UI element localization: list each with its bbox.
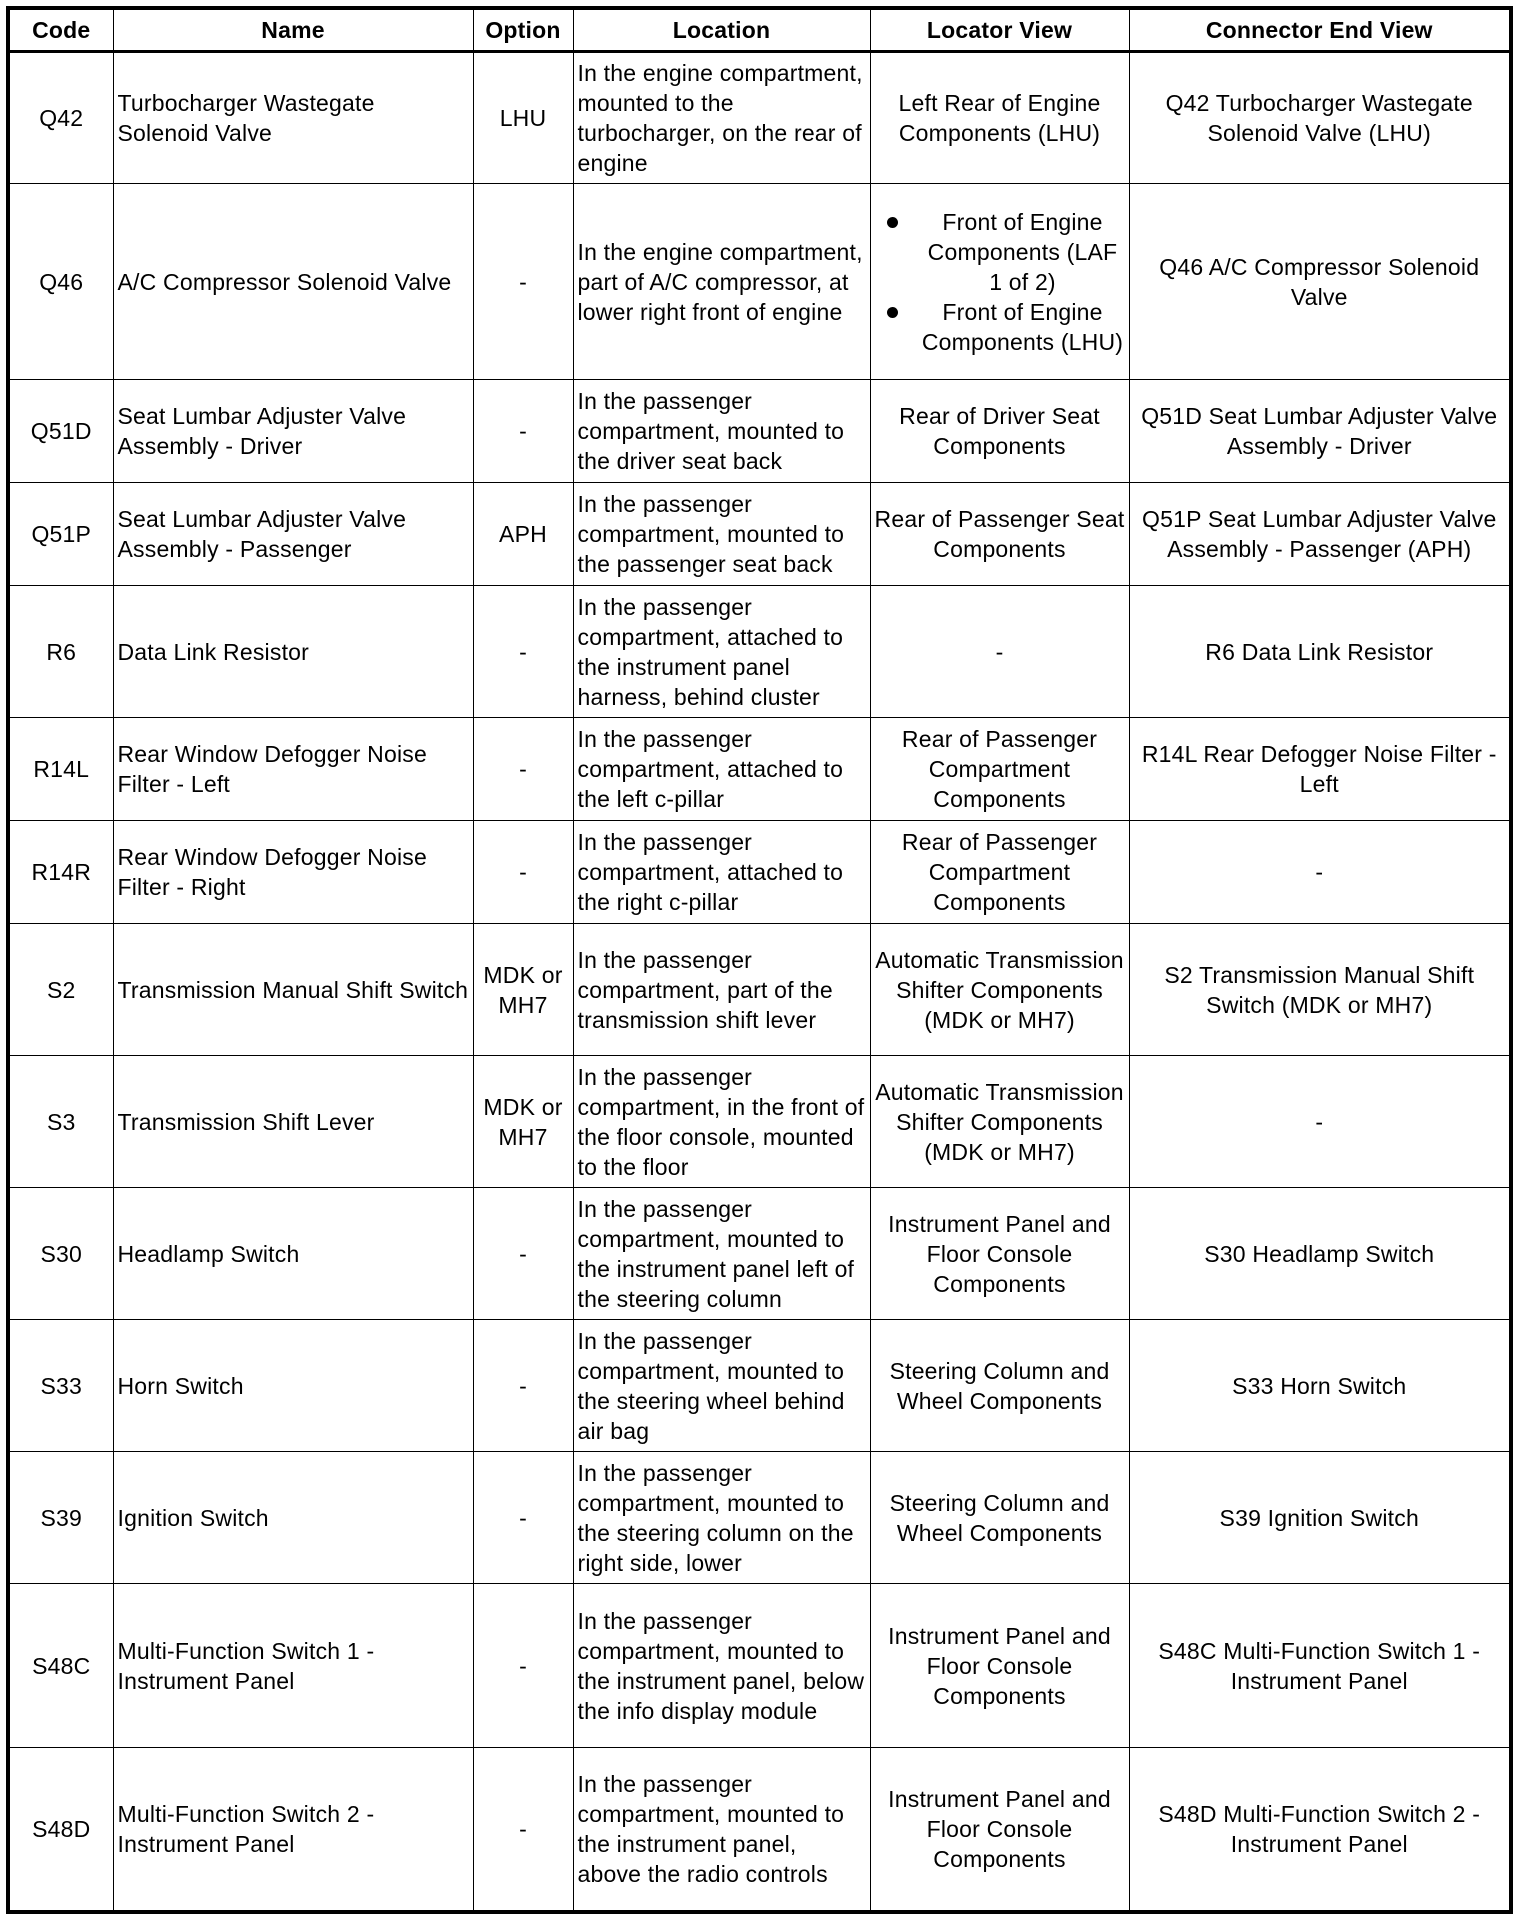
cell-locator-view: Automatic Transmission Shifter Components (MDK or MH7) [870, 1056, 1129, 1188]
cell-option: - [473, 184, 573, 380]
cell-connector-end-view: - [1129, 821, 1511, 924]
table-row [8, 1188, 1511, 1320]
cell-option: - [473, 1748, 573, 1912]
table-row [8, 184, 1511, 380]
cell-connector-end-view: Q51D Seat Lumbar Adjuster Valve Assembly - Driver [1129, 380, 1511, 483]
cell-name: Multi-Function Switch 1 - Instrument Panel [113, 1584, 473, 1748]
cell-name: Rear Window Defogger Noise Filter - Left [113, 718, 473, 821]
cell-name: Horn Switch [113, 1320, 473, 1452]
cell-code: R6 [8, 586, 113, 718]
cell-locator-view: Left Rear of Engine Components (LHU) [870, 52, 1129, 184]
cell-code: S30 [8, 1188, 113, 1320]
cell-connector-end-view: Q51P Seat Lumbar Adjuster Valve Assembly - Passenger (APH) [1129, 483, 1511, 586]
cell-connector-end-view: S33 Horn Switch [1129, 1320, 1511, 1452]
cell-locator-view [870, 184, 1129, 380]
cell-locator-view: Rear of Passenger Seat Components [870, 483, 1129, 586]
cell-name: A/C Compressor Solenoid Valve [113, 184, 473, 380]
cell-code: S48C [8, 1584, 113, 1748]
locator-list-item: Front of Engine Components (LHU) [921, 298, 1124, 355]
table-row [8, 1748, 1511, 1912]
cell-location: In the passenger compartment, mounted to the instrument panel, below the info display module [573, 1584, 870, 1748]
cell-location: In the engine compartment, part of A/C compressor, at lower right front of engine [573, 184, 870, 380]
header-locator-view: Locator View [870, 8, 1129, 52]
cell-name: Rear Window Defogger Noise Filter - Right [113, 821, 473, 924]
cell-connector-end-view: S30 Headlamp Switch [1129, 1188, 1511, 1320]
cell-locator-view: Rear of Driver Seat Components [870, 380, 1129, 483]
cell-option: - [473, 380, 573, 483]
cell-name: Seat Lumbar Adjuster Valve Assembly - Passenger [113, 483, 473, 586]
header-name: Name [113, 8, 473, 52]
table-row [8, 718, 1511, 821]
cell-locator-view: Rear of Passenger Compartment Components [870, 821, 1129, 924]
cell-code: R14L [8, 718, 113, 821]
cell-code: S3 [8, 1056, 113, 1188]
table-row [8, 1584, 1511, 1748]
cell-option: - [473, 1452, 573, 1584]
cell-location: In the passenger compartment, mounted to the steering wheel behind air bag [573, 1320, 870, 1452]
cell-connector-end-view: Q42 Turbocharger Wastegate Solenoid Valve (LHU) [1129, 52, 1511, 184]
cell-option: MDK or MH7 [473, 924, 573, 1056]
cell-location: In the passenger compartment, in the front of the floor console, mounted to the floor [573, 1056, 870, 1188]
cell-connector-end-view: R14L Rear Defogger Noise Filter - Left [1129, 718, 1511, 821]
cell-locator-view: Instrument Panel and Floor Console Components [870, 1188, 1129, 1320]
cell-option: - [473, 1188, 573, 1320]
header-option: Option [473, 8, 573, 52]
cell-locator-view: Automatic Transmission Shifter Components (MDK or MH7) [870, 924, 1129, 1056]
cell-name: Headlamp Switch [113, 1188, 473, 1320]
table-row [8, 1452, 1511, 1584]
cell-connector-end-view: S2 Transmission Manual Shift Switch (MDK or MH7) [1129, 924, 1511, 1056]
cell-location: In the passenger compartment, mounted to the steering column on the right side, lower [573, 1452, 870, 1584]
cell-code: S2 [8, 924, 113, 1056]
table-row [8, 924, 1511, 1056]
table-row [8, 380, 1511, 483]
cell-name: Transmission Manual Shift Switch [113, 924, 473, 1056]
cell-name: Seat Lumbar Adjuster Valve Assembly - Driver [113, 380, 473, 483]
cell-name: Ignition Switch [113, 1452, 473, 1584]
table-row [8, 1320, 1511, 1452]
cell-name: Data Link Resistor [113, 586, 473, 718]
cell-locator-view: Steering Column and Wheel Components [870, 1320, 1129, 1452]
cell-location: In the passenger compartment, mounted to the instrument panel left of the steering column [573, 1188, 870, 1320]
table-row [8, 586, 1511, 718]
cell-option: - [473, 1584, 573, 1748]
cell-option: - [473, 1320, 573, 1452]
cell-location: In the engine compartment, mounted to the turbocharger, on the rear of engine [573, 52, 870, 184]
table-row [8, 1056, 1511, 1188]
cell-locator-view: Steering Column and Wheel Components [870, 1452, 1129, 1584]
cell-location: In the passenger compartment, mounted to the instrument panel, above the radio controls [573, 1748, 870, 1912]
cell-location: In the passenger compartment, attached to the right c-pillar [573, 821, 870, 924]
component-locator-table [6, 6, 1513, 1914]
table-row [8, 821, 1511, 924]
locator-list [875, 207, 1125, 357]
cell-connector-end-view: S48C Multi-Function Switch 1 - Instrument Panel [1129, 1584, 1511, 1748]
header-connector-end-view: Connector End View [1129, 8, 1511, 52]
cell-location: In the passenger compartment, attached to the instrument panel harness, behind cluster [573, 586, 870, 718]
cell-option: APH [473, 483, 573, 586]
table-row [8, 52, 1511, 184]
cell-connector-end-view: S48D Multi-Function Switch 2 - Instrument Panel [1129, 1748, 1511, 1912]
cell-locator-view: Rear of Passenger Compartment Components [870, 718, 1129, 821]
cell-location: In the passenger compartment, mounted to the driver seat back [573, 380, 870, 483]
cell-locator-view: Instrument Panel and Floor Console Components [870, 1748, 1129, 1912]
header-code: Code [8, 8, 113, 52]
cell-code: S33 [8, 1320, 113, 1452]
cell-code: S39 [8, 1452, 113, 1584]
locator-list-item: Front of Engine Components (LAF 1 of 2) [921, 207, 1125, 297]
cell-name: Transmission Shift Lever [113, 1056, 473, 1188]
cell-option: - [473, 718, 573, 821]
cell-location: In the passenger compartment, attached to the left c-pillar [573, 718, 870, 821]
cell-locator-view: - [870, 586, 1129, 718]
table-row [8, 483, 1511, 586]
cell-name: Multi-Function Switch 2 - Instrument Panel [113, 1748, 473, 1912]
cell-connector-end-view: Q46 A/C Compressor Solenoid Valve [1129, 184, 1511, 380]
cell-connector-end-view: R6 Data Link Resistor [1129, 586, 1511, 718]
cell-code: Q46 [8, 184, 113, 380]
cell-code: S48D [8, 1748, 113, 1912]
cell-code: Q51D [8, 380, 113, 483]
cell-connector-end-view: - [1129, 1056, 1511, 1188]
cell-code: Q42 [8, 52, 113, 184]
header-row [8, 8, 1511, 52]
cell-option: - [473, 586, 573, 718]
cell-location: In the passenger compartment, part of the transmission shift lever [573, 924, 870, 1056]
cell-name: Turbocharger Wastegate Solenoid Valve [113, 52, 473, 184]
header-location: Location [573, 8, 870, 52]
cell-option: MDK or MH7 [473, 1056, 573, 1188]
cell-connector-end-view: S39 Ignition Switch [1129, 1452, 1511, 1584]
cell-code: Q51P [8, 483, 113, 586]
cell-option: - [473, 821, 573, 924]
cell-locator-view: Instrument Panel and Floor Console Components [870, 1584, 1129, 1748]
cell-location: In the passenger compartment, mounted to the passenger seat back [573, 483, 870, 586]
cell-option: LHU [473, 52, 573, 184]
cell-code: R14R [8, 821, 113, 924]
